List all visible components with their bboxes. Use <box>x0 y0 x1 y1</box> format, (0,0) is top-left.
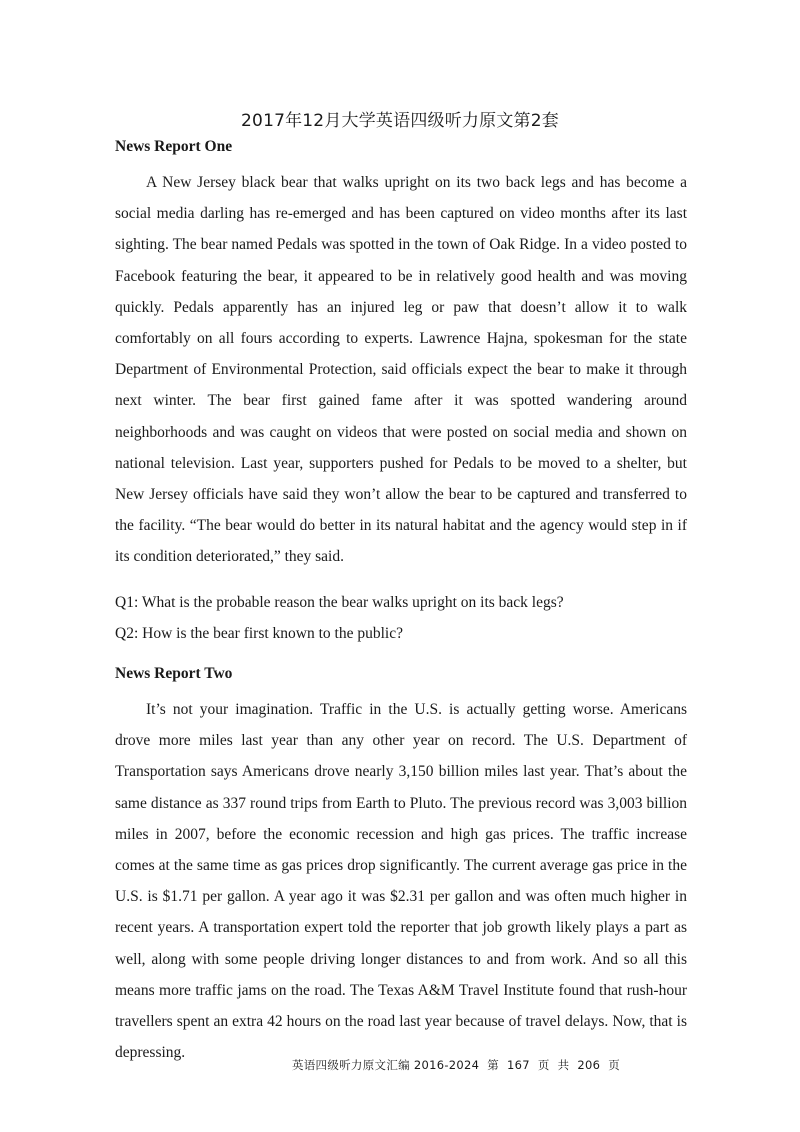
footer-page-prefix: 第 <box>487 1058 500 1072</box>
footer-total-pages: 206 <box>577 1058 601 1072</box>
footer-total-word: 页 <box>608 1058 621 1072</box>
footer-collection: 英语四级听力原文汇编 2016-2024 <box>291 1058 480 1072</box>
page-footer <box>0 1057 800 1073</box>
footer-page-word: 页 <box>537 1058 550 1072</box>
section-heading-news-report-one: News Report One <box>115 138 233 155</box>
news-report-two-paragraph: It’s not your imagination. Traffic in the U.S. is actually getting worse. Americans drove more miles last year than any other year on record. The U.S. Department of Transportation says Americans drove nearly 3,150 billion miles last year. That’s about the same distance as 337 round trips from Earth to Pluto. The previous record was 3,003 billion miles in 2007, before the economic recession and high gas prices. The traffic increase comes at the same time as gas prices drop significantly. The current average gas price in the U.S. is $1.71 per gallon. A year ago it was $2.31 per gallon and was often much higher in recent years. A transportation expert told the reporter that job growth likely plays a part as well, along with some people driving longer distances to and from work. And so all this means more traffic jams on the road. The Texas A&M Travel Institute found that rush-hour travellers spent an extra 42 hours on the road last year because of travel delays. Now, that is depressing. <box>115 701 687 1062</box>
footer-total-prefix: 共 <box>557 1058 570 1072</box>
question-1: Q1: What is the probable reason the bear walks upright on its back legs? <box>115 594 564 611</box>
footer-page-number: 167 <box>507 1058 530 1072</box>
question-2: Q2: How is the bear first known to the public? <box>115 625 403 642</box>
page-title: 2017年12月大学英语四级听力原文第2套 <box>241 111 559 131</box>
news-report-one-paragraph: A New Jersey black bear that walks upright on its two back legs and has become a social media darling has re-emerged and has been captured on video months after its last sighting. The bear named Pedals was spotted in the town of Oak Ridge. In a video posted to Facebook featuring the bear, it appeared to be in relatively good health and was moving quickly. Pedals apparently has an injured leg or paw that doesn’t allow it to walk comfortably on all fours according to experts. Lawrence Hajna, spokesman for the state Department of Environmental Protection, said officials expect the bear to make it through next winter. The bear first gained fame after it was spotted wandering around neighborhoods and was caught on videos that were posted on social media and shown on national television. Last year, supporters pushed for Pedals to be moved to a shelter, but New Jersey officials have said they won’t allow the bear to be captured and transferred to the facility. “The bear would do better in its natural habitat and the agency would step in if its condition deteriorated,” they said. <box>115 174 687 566</box>
section-heading-news-report-two: News Report Two <box>115 665 233 682</box>
